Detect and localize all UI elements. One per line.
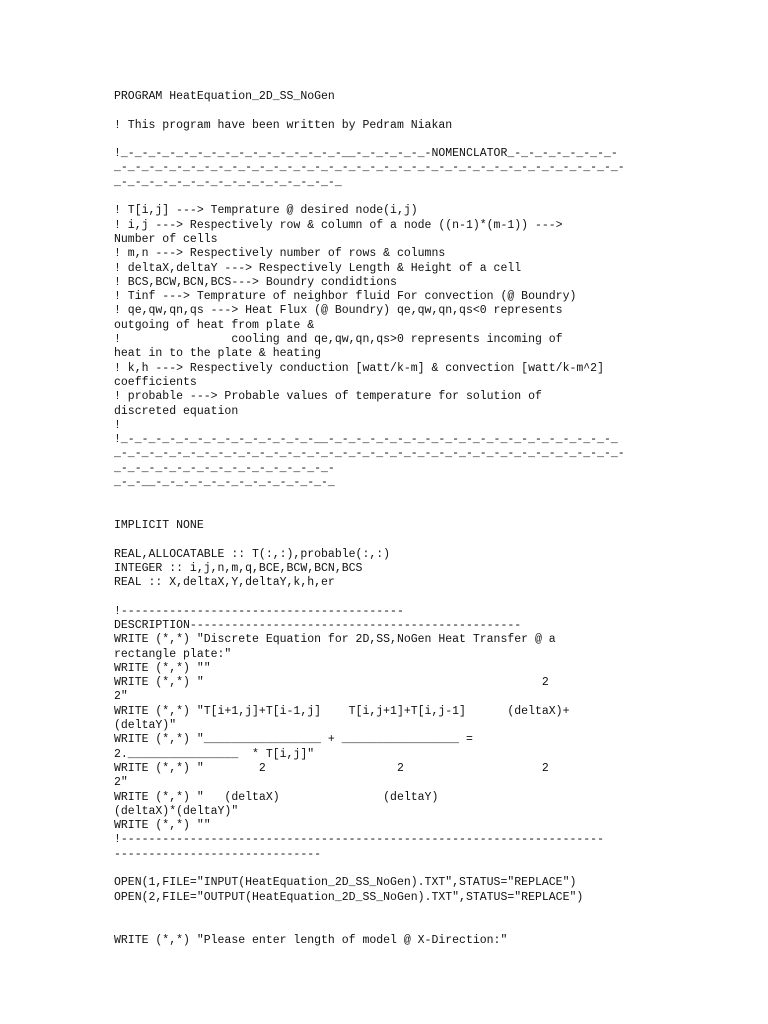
- code-line: 2": [114, 776, 128, 790]
- code-line: [114, 104, 654, 118]
- code-line: 2.________________ * T[i,j]": [114, 747, 315, 761]
- code-line: ! probable ---> Probable values of temperature for solution of: [114, 390, 542, 404]
- code-line: ! m,n ---> Respectively number of rows & columns: [114, 247, 446, 261]
- code-line: _-_-__-_-_-_-_-_-_-_-_-_-_-_-_-_: [114, 476, 335, 490]
- code-line: ! cooling and qe,qw,qn,qs>0 represents incoming of: [114, 333, 563, 347]
- code-line: !-----------------------------------------: [114, 604, 404, 618]
- code-line: _-_-_-_-_-_-_-_-_-_-_-_-_-_-_-_-_-_-_-_-_-_-_-_-_-_-_-_-_-_-_-_-_-_-_-_-_-: [114, 161, 625, 175]
- code-line: [114, 505, 654, 519]
- code-line: [114, 533, 654, 547]
- code-line: !_-_-_-_-_-_-_-_-_-_-_-_-_-_-__-_-_-_-_-_-_-_-_-_-_-_-_-_-_-_-_-_-_-_-_-_: [114, 433, 618, 447]
- source-code-block: [114, 90, 654, 948]
- code-line: WRITE (*,*) " 2 2 2: [114, 761, 549, 775]
- code-line: [114, 590, 654, 604]
- code-line: [114, 919, 654, 933]
- code-line: OPEN(1,FILE="INPUT(HeatEquation_2D_SS_NoGen).TXT",STATUS="REPLACE"): [114, 876, 577, 890]
- code-line: !_-_-_-_-_-_-_-_-_-_-_-_-_-_-_-_-__-_-_-_-_-_-NOMENCLATOR_-_-_-_-_-_-_-_-: [114, 147, 618, 161]
- code-line: WRITE (*,*) "_________________ + _________________ =: [114, 733, 473, 747]
- code-line: WRITE (*,*) "Discrete Equation for 2D,SS,NoGen Heat Transfer @ a: [114, 633, 556, 647]
- code-line: WRITE (*,*) " 2: [114, 676, 549, 690]
- code-line: 2": [114, 690, 128, 704]
- code-line: REAL :: X,deltaX,Y,deltaY,k,h,er: [114, 576, 335, 590]
- code-line: Number of cells: [114, 232, 218, 246]
- code-line: WRITE (*,*) "": [114, 819, 211, 833]
- code-line: [114, 133, 654, 147]
- code-line: rectangle plate:": [114, 647, 232, 661]
- code-line: PROGRAM HeatEquation_2D_SS_NoGen: [114, 90, 335, 103]
- code-line: ------------------------------: [114, 847, 322, 861]
- code-line: ! Tinf ---> Temprature of neighbor fluid For convection (@ Boundry): [114, 290, 577, 304]
- code-line: WRITE (*,*) " (deltaX) (deltaY): [114, 790, 439, 804]
- code-line: [114, 490, 654, 504]
- code-line: heat in to the plate & heating: [114, 347, 322, 361]
- code-line: outgoing of heat from plate &: [114, 318, 315, 332]
- code-line: _-_-_-_-_-_-_-_-_-_-_-_-_-_-_-_-: [114, 461, 335, 475]
- code-line: !: [114, 418, 121, 432]
- code-line: ! This program have been written by Pedram Niakan: [114, 118, 453, 132]
- code-line: ! k,h ---> Respectively conduction [watt/k-m] & convection [watt/k-m^2]: [114, 361, 604, 375]
- code-line: ! qe,qw,qn,qs ---> Heat Flux (@ Boundry) qe,qw,qn,qs<0 represents: [114, 304, 563, 318]
- code-line: IMPLICIT NONE: [114, 518, 204, 532]
- code-line: _-_-_-_-_-_-_-_-_-_-_-_-_-_-_-_-_-_-_-_-_-_-_-_-_-_-_-_-_-_-_-_-_-_-_-_-_-: [114, 447, 625, 461]
- code-line: WRITE (*,*) "": [114, 661, 211, 675]
- code-line: _-_-_-_-_-_-_-_-_-_-_-_-_-_-_-_-_: [114, 175, 342, 189]
- code-line: WRITE (*,*) "Please enter length of model @ X-Direction:": [114, 933, 508, 947]
- code-line: INTEGER :: i,j,n,m,q,BCE,BCW,BCN,BCS: [114, 561, 363, 575]
- code-line: WRITE (*,*) "T[i+1,j]+T[i-1,j] T[i,j+1]+T[i,j-1] (deltaX)+: [114, 704, 570, 718]
- code-line: !----------------------------------------------------------------------: [114, 833, 604, 847]
- code-line: ! BCS,BCW,BCN,BCS---> Boundry condidtions: [114, 275, 397, 289]
- code-line: [114, 190, 654, 204]
- code-line: [114, 862, 654, 876]
- code-line: (deltaX)*(deltaY)": [114, 804, 239, 818]
- code-line: (deltaY)": [114, 719, 177, 733]
- code-line: discreted equation: [114, 404, 239, 418]
- code-line: REAL,ALLOCATABLE :: T(:,:),probable(:,:): [114, 547, 391, 561]
- code-line: DESCRIPTION------------------------------------------------: [114, 618, 522, 632]
- code-line: OPEN(2,FILE="OUTPUT(HeatEquation_2D_SS_NoGen).TXT",STATUS="REPLACE"): [114, 890, 584, 904]
- code-line: ! i,j ---> Respectively row & column of a node ((n-1)*(m-1)) --->: [114, 218, 563, 232]
- code-line: [114, 905, 654, 919]
- code-line: coefficients: [114, 375, 197, 389]
- code-line: ! T[i,j] ---> Temprature @ desired node(i,j): [114, 204, 418, 218]
- code-line: ! deltaX,deltaY ---> Respectively Length & Height of a cell: [114, 261, 522, 275]
